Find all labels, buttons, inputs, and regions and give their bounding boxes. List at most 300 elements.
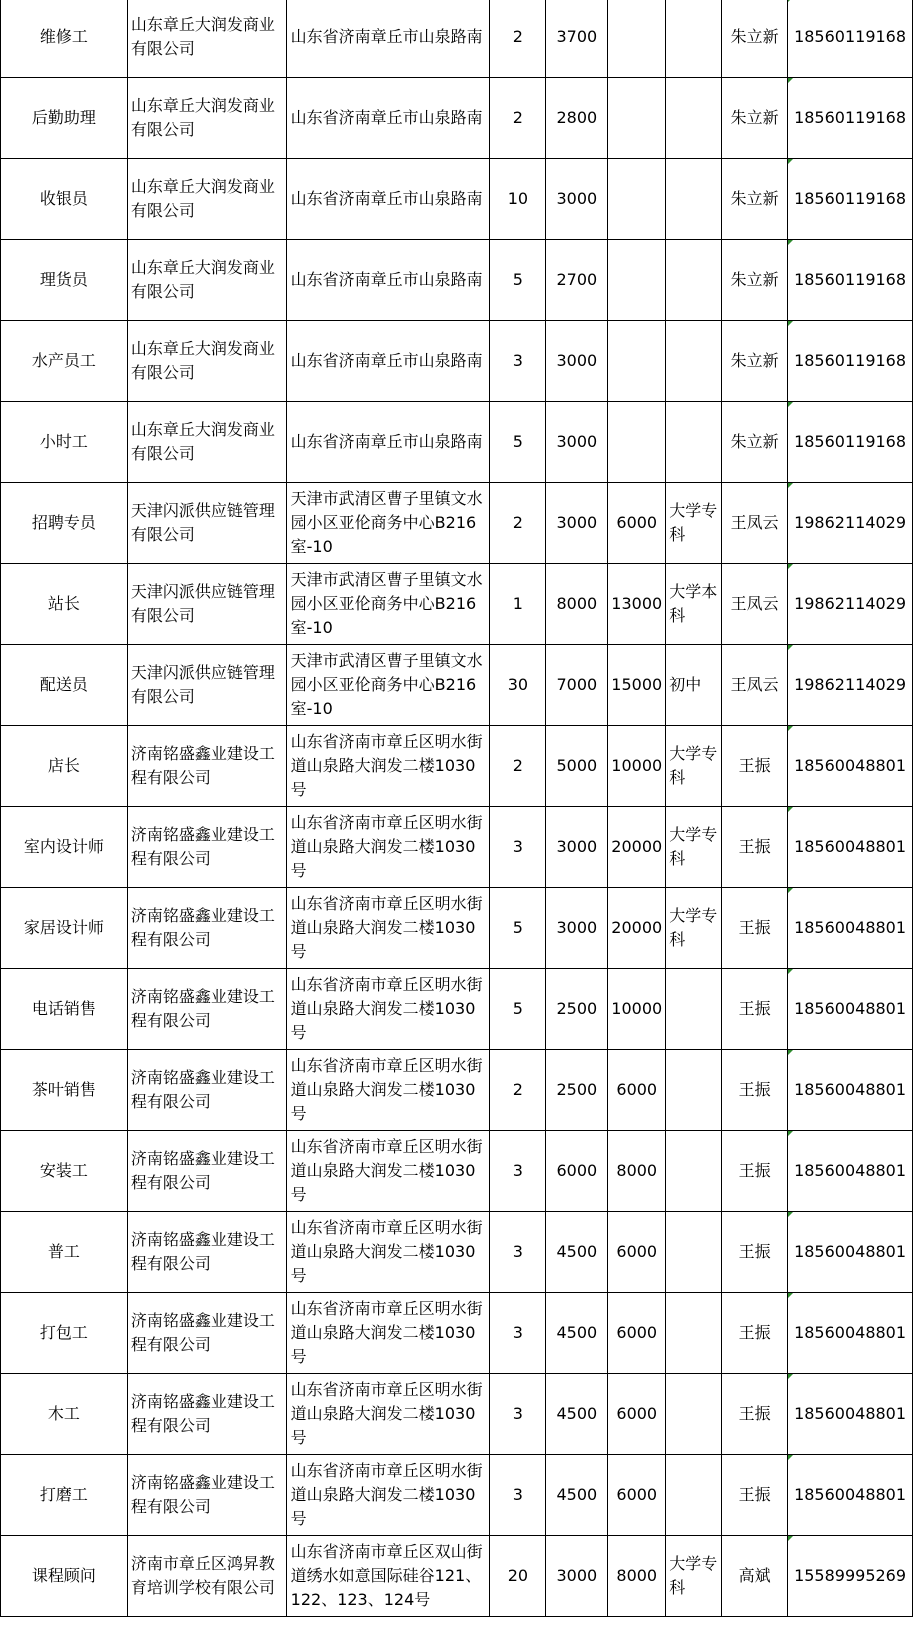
contact-cell-text: 王振 — [738, 1242, 771, 1261]
contact-cell[interactable] — [722, 645, 788, 726]
headcount-cell-text: 3 — [512, 1485, 523, 1504]
phone-cell-text: 18560048801 — [794, 1242, 907, 1261]
phone-cell[interactable] — [788, 726, 913, 807]
contact-cell-text: 朱立新 — [730, 108, 779, 127]
headcount-cell[interactable] — [490, 726, 546, 807]
salary-min-cell[interactable] — [546, 240, 608, 321]
salary-max-cell-text: 10000 — [611, 756, 663, 775]
headcount-cell-text: 30 — [507, 675, 529, 694]
salary-max-cell[interactable] — [608, 1212, 666, 1293]
education-cell[interactable] — [666, 78, 722, 159]
salary-max-cell-text: 6000 — [616, 1080, 658, 1099]
salary-max-cell-text: 20000 — [611, 837, 663, 856]
salary-max-cell[interactable] — [608, 726, 666, 807]
education-cell[interactable] — [666, 1212, 722, 1293]
salary-max-cell[interactable] — [608, 1293, 666, 1374]
salary-min-cell[interactable] — [546, 402, 608, 483]
address-cell[interactable] — [286, 888, 490, 969]
salary-max-cell[interactable] — [608, 564, 666, 645]
table-row — [1, 1293, 913, 1374]
address-cell[interactable] — [286, 483, 490, 564]
headcount-cell[interactable] — [490, 564, 546, 645]
address-cell-text: 山东省济南章丘市山泉路南 — [290, 432, 483, 451]
address-cell[interactable] — [286, 726, 490, 807]
salary-max-cell[interactable] — [608, 1374, 666, 1455]
contact-cell[interactable] — [722, 240, 788, 321]
salary-min-cell-text: 5000 — [556, 756, 598, 775]
contact-cell[interactable] — [722, 78, 788, 159]
company-cell[interactable] — [127, 645, 286, 726]
phone-cell[interactable] — [788, 564, 913, 645]
company-cell[interactable] — [127, 969, 286, 1050]
salary-max-cell[interactable] — [608, 402, 666, 483]
address-cell[interactable] — [286, 1293, 490, 1374]
job-title-cell[interactable] — [1, 0, 128, 78]
company-cell[interactable] — [127, 807, 286, 888]
salary-max-cell[interactable] — [608, 1050, 666, 1131]
address-cell-text: 山东省济南市章丘区明水街道山泉路大润发二楼1030号 — [290, 1056, 483, 1123]
phone-cell[interactable] — [788, 0, 913, 78]
job-title-cell[interactable] — [1, 564, 128, 645]
company-cell[interactable] — [127, 483, 286, 564]
headcount-cell-text: 5 — [512, 999, 523, 1018]
job-title-cell-text: 安装工 — [39, 1161, 88, 1180]
company-cell-text: 天津闪派供应链管理有限公司 — [130, 501, 275, 544]
job-title-cell[interactable] — [1, 321, 128, 402]
company-cell[interactable] — [127, 1212, 286, 1293]
salary-max-cell[interactable] — [608, 1455, 666, 1536]
contact-cell[interactable] — [722, 0, 788, 78]
address-cell[interactable] — [286, 564, 490, 645]
company-cell[interactable] — [127, 1293, 286, 1374]
company-cell[interactable] — [127, 78, 286, 159]
salary-min-cell-text: 4500 — [556, 1485, 598, 1504]
address-cell-text: 山东省济南章丘市山泉路南 — [290, 27, 483, 46]
headcount-cell-text: 3 — [512, 1242, 523, 1261]
company-cell-text: 济南铭盛鑫业建设工程有限公司 — [130, 1311, 275, 1354]
job-title-cell-text: 理货员 — [39, 270, 88, 289]
company-cell-text: 济南市章丘区鸿昇教育培训学校有限公司 — [130, 1554, 275, 1597]
phone-cell[interactable] — [788, 969, 913, 1050]
table-row — [1, 888, 913, 969]
education-cell[interactable] — [666, 402, 722, 483]
job-title-cell-text: 配送员 — [39, 675, 88, 694]
salary-min-cell[interactable] — [546, 1374, 608, 1455]
contact-cell-text: 王振 — [738, 1404, 771, 1423]
phone-cell[interactable] — [788, 1212, 913, 1293]
phone-cell-text: 19862114029 — [794, 513, 907, 532]
job-title-cell-text: 家居设计师 — [23, 918, 104, 937]
headcount-cell[interactable] — [490, 1374, 546, 1455]
company-cell[interactable] — [127, 888, 286, 969]
headcount-cell[interactable] — [490, 78, 546, 159]
contact-cell[interactable] — [722, 1050, 788, 1131]
salary-min-cell[interactable] — [546, 1293, 608, 1374]
headcount-cell[interactable] — [490, 240, 546, 321]
headcount-cell[interactable] — [490, 888, 546, 969]
job-title-cell[interactable] — [1, 78, 128, 159]
address-cell[interactable] — [286, 1131, 490, 1212]
headcount-cell[interactable] — [490, 402, 546, 483]
education-cell[interactable] — [666, 1455, 722, 1536]
headcount-cell-text: 1 — [512, 594, 523, 613]
salary-max-cell-text: 20000 — [611, 918, 663, 937]
headcount-cell[interactable] — [490, 321, 546, 402]
headcount-cell-text: 5 — [512, 270, 523, 289]
job-title-cell[interactable] — [1, 726, 128, 807]
contact-cell-text: 朱立新 — [730, 27, 779, 46]
contact-cell[interactable] — [722, 321, 788, 402]
education-cell[interactable] — [666, 1536, 722, 1617]
address-cell-text: 山东省济南市章丘区明水街道山泉路大润发二楼1030号 — [290, 1461, 483, 1528]
salary-min-cell[interactable] — [546, 969, 608, 1050]
phone-cell-text: 18560119168 — [794, 270, 907, 289]
table-row — [1, 1374, 913, 1455]
company-cell[interactable] — [127, 0, 286, 78]
contact-cell-text: 朱立新 — [730, 432, 779, 451]
phone-cell[interactable] — [788, 402, 913, 483]
job-title-cell-text: 普工 — [47, 1242, 80, 1261]
address-cell[interactable] — [286, 321, 490, 402]
job-title-cell-text: 站长 — [47, 594, 80, 613]
job-title-cell[interactable] — [1, 1050, 128, 1131]
contact-cell[interactable] — [722, 1536, 788, 1617]
salary-min-cell-text: 8000 — [556, 594, 598, 613]
salary-max-cell-text: 15000 — [611, 675, 663, 694]
address-cell-text: 天津市武清区曹子里镇文水园小区亚伦商务中心B216室-10 — [290, 570, 483, 637]
education-cell[interactable] — [666, 240, 722, 321]
address-cell[interactable] — [286, 78, 490, 159]
table-row — [1, 1212, 913, 1293]
phone-cell[interactable] — [788, 483, 913, 564]
phone-cell[interactable] — [788, 78, 913, 159]
salary-min-cell-text: 2500 — [556, 999, 598, 1018]
salary-min-cell[interactable] — [546, 564, 608, 645]
salary-min-cell[interactable] — [546, 1536, 608, 1617]
company-cell-text: 山东章丘大润发商业有限公司 — [130, 420, 275, 463]
salary-max-cell[interactable] — [608, 78, 666, 159]
education-cell[interactable] — [666, 645, 722, 726]
address-cell-text: 山东省济南市章丘区明水街道山泉路大润发二楼1030号 — [290, 1137, 483, 1204]
contact-cell[interactable] — [722, 1131, 788, 1212]
salary-min-cell-text: 4500 — [556, 1404, 598, 1423]
job-title-cell-text: 后勤助理 — [31, 108, 96, 127]
education-cell-text: 大学专科 — [669, 1554, 718, 1597]
job-title-cell[interactable] — [1, 645, 128, 726]
phone-cell-text: 18560119168 — [794, 432, 907, 451]
headcount-cell-text: 3 — [512, 1404, 523, 1423]
job-title-cell[interactable] — [1, 969, 128, 1050]
address-cell-text: 山东省济南市章丘区明水街道山泉路大润发二楼1030号 — [290, 1380, 483, 1447]
contact-cell[interactable] — [722, 483, 788, 564]
headcount-cell-text: 3 — [512, 1323, 523, 1342]
education-cell[interactable] — [666, 888, 722, 969]
job-title-cell[interactable] — [1, 888, 128, 969]
address-cell[interactable] — [286, 1050, 490, 1131]
headcount-cell-text: 2 — [512, 756, 523, 775]
address-cell[interactable] — [286, 807, 490, 888]
phone-cell[interactable] — [788, 645, 913, 726]
headcount-cell-text: 2 — [512, 27, 523, 46]
job-title-cell[interactable] — [1, 159, 128, 240]
phone-cell[interactable] — [788, 321, 913, 402]
job-title-cell[interactable] — [1, 1212, 128, 1293]
address-cell[interactable] — [286, 1212, 490, 1293]
headcount-cell[interactable] — [490, 483, 546, 564]
phone-cell[interactable] — [788, 1293, 913, 1374]
salary-max-cell-text: 6000 — [616, 513, 658, 532]
education-cell-text: 大学本科 — [669, 582, 718, 625]
phone-cell-text: 18560048801 — [794, 1404, 907, 1423]
phone-cell-text: 18560048801 — [794, 837, 907, 856]
phone-cell[interactable] — [788, 240, 913, 321]
contact-cell-text: 朱立新 — [730, 351, 779, 370]
headcount-cell[interactable] — [490, 1212, 546, 1293]
job-title-cell[interactable] — [1, 1293, 128, 1374]
salary-min-cell-text: 2800 — [556, 108, 598, 127]
headcount-cell[interactable] — [490, 645, 546, 726]
company-cell-text: 济南铭盛鑫业建设工程有限公司 — [130, 906, 275, 949]
salary-min-cell-text: 2700 — [556, 270, 598, 289]
job-title-cell[interactable] — [1, 1131, 128, 1212]
salary-min-cell[interactable] — [546, 1455, 608, 1536]
job-title-cell-text: 打包工 — [39, 1323, 88, 1342]
table-row — [1, 240, 913, 321]
salary-max-cell[interactable] — [608, 1131, 666, 1212]
company-cell[interactable] — [127, 159, 286, 240]
table-row — [1, 807, 913, 888]
phone-cell[interactable] — [788, 807, 913, 888]
salary-max-cell-text: 8000 — [616, 1161, 658, 1180]
contact-cell-text: 朱立新 — [730, 270, 779, 289]
address-cell-text: 山东省济南市章丘区明水街道山泉路大润发二楼1030号 — [290, 813, 483, 880]
education-cell[interactable] — [666, 159, 722, 240]
salary-max-cell[interactable] — [608, 645, 666, 726]
company-cell[interactable] — [127, 726, 286, 807]
phone-cell[interactable] — [788, 1374, 913, 1455]
contact-cell[interactable] — [722, 402, 788, 483]
salary-max-cell-text: 13000 — [611, 594, 663, 613]
company-cell[interactable] — [127, 1050, 286, 1131]
salary-max-cell-text: 6000 — [616, 1485, 658, 1504]
salary-min-cell[interactable] — [546, 807, 608, 888]
education-cell[interactable] — [666, 1131, 722, 1212]
job-title-cell-text: 木工 — [47, 1404, 80, 1423]
company-cell-text: 济南铭盛鑫业建设工程有限公司 — [130, 987, 275, 1030]
headcount-cell-text: 5 — [512, 918, 523, 937]
contact-cell[interactable] — [722, 807, 788, 888]
address-cell[interactable] — [286, 402, 490, 483]
phone-cell[interactable] — [788, 1131, 913, 1212]
phone-cell[interactable] — [788, 159, 913, 240]
contact-cell-text: 王振 — [738, 1080, 771, 1099]
phone-cell-text: 18560119168 — [794, 189, 907, 208]
job-title-cell-text: 维修工 — [39, 27, 88, 46]
education-cell[interactable] — [666, 1374, 722, 1455]
salary-max-cell-text: 6000 — [616, 1404, 658, 1423]
education-cell[interactable] — [666, 726, 722, 807]
salary-max-cell[interactable] — [608, 321, 666, 402]
table-row — [1, 402, 913, 483]
job-title-cell[interactable] — [1, 1536, 128, 1617]
company-cell-text: 济南铭盛鑫业建设工程有限公司 — [130, 1149, 275, 1192]
job-title-cell[interactable] — [1, 483, 128, 564]
address-cell-text: 山东省济南市章丘区明水街道山泉路大润发二楼1030号 — [290, 1299, 483, 1366]
education-cell[interactable] — [666, 969, 722, 1050]
headcount-cell[interactable] — [490, 159, 546, 240]
company-cell[interactable] — [127, 240, 286, 321]
headcount-cell[interactable] — [490, 1536, 546, 1617]
contact-cell[interactable] — [722, 1293, 788, 1374]
salary-min-cell[interactable] — [546, 483, 608, 564]
contact-cell-text: 王凤云 — [730, 513, 779, 532]
job-title-cell-text: 课程顾问 — [31, 1566, 96, 1585]
education-cell[interactable] — [666, 807, 722, 888]
education-cell-text: 初中 — [669, 675, 702, 694]
contact-cell[interactable] — [722, 159, 788, 240]
education-cell[interactable] — [666, 1050, 722, 1131]
headcount-cell[interactable] — [490, 1131, 546, 1212]
address-cell-text: 山东省济南市章丘区双山街道绣水如意国际硅谷121、122、123、124号 — [290, 1542, 483, 1609]
contact-cell[interactable] — [722, 888, 788, 969]
headcount-cell-text: 2 — [512, 1080, 523, 1099]
address-cell[interactable] — [286, 1455, 490, 1536]
salary-max-cell[interactable] — [608, 807, 666, 888]
education-cell[interactable] — [666, 1293, 722, 1374]
contact-cell-text: 王振 — [738, 999, 771, 1018]
education-cell[interactable] — [666, 483, 722, 564]
company-cell-text: 济南铭盛鑫业建设工程有限公司 — [130, 1068, 275, 1111]
phone-cell-text: 18560048801 — [794, 1323, 907, 1342]
company-cell[interactable] — [127, 564, 286, 645]
contact-cell[interactable] — [722, 969, 788, 1050]
job-title-cell-text: 室内设计师 — [23, 837, 104, 856]
headcount-cell-text: 5 — [512, 432, 523, 451]
job-title-cell-text: 店长 — [47, 756, 80, 775]
headcount-cell-text: 10 — [507, 189, 529, 208]
salary-min-cell-text: 3000 — [556, 918, 598, 937]
address-cell[interactable] — [286, 1374, 490, 1455]
headcount-cell[interactable] — [490, 807, 546, 888]
address-cell[interactable] — [286, 969, 490, 1050]
contact-cell[interactable] — [722, 1455, 788, 1536]
company-cell[interactable] — [127, 1131, 286, 1212]
headcount-cell[interactable] — [490, 1293, 546, 1374]
job-title-cell-text: 招聘专员 — [31, 513, 96, 532]
headcount-cell-text: 2 — [512, 513, 523, 532]
salary-min-cell[interactable] — [546, 321, 608, 402]
job-title-cell-text: 收银员 — [39, 189, 88, 208]
salary-min-cell[interactable] — [546, 1212, 608, 1293]
salary-max-cell[interactable] — [608, 240, 666, 321]
salary-max-cell[interactable] — [608, 0, 666, 78]
company-cell[interactable] — [127, 321, 286, 402]
phone-cell-text: 18560048801 — [794, 756, 907, 775]
address-cell[interactable] — [286, 0, 490, 78]
salary-min-cell[interactable] — [546, 0, 608, 78]
company-cell[interactable] — [127, 1455, 286, 1536]
phone-cell-text: 18560048801 — [794, 1485, 907, 1504]
address-cell-text: 山东省济南章丘市山泉路南 — [290, 189, 483, 208]
headcount-cell-text: 20 — [507, 1566, 529, 1585]
salary-max-cell[interactable] — [608, 159, 666, 240]
salary-min-cell-text: 3000 — [556, 837, 598, 856]
contact-cell[interactable] — [722, 1374, 788, 1455]
job-title-cell[interactable] — [1, 1374, 128, 1455]
job-title-cell[interactable] — [1, 807, 128, 888]
company-cell[interactable] — [127, 1536, 286, 1617]
salary-min-cell-text: 3000 — [556, 432, 598, 451]
education-cell[interactable] — [666, 321, 722, 402]
phone-cell-text: 19862114029 — [794, 675, 907, 694]
headcount-cell-text: 3 — [512, 351, 523, 370]
address-cell[interactable] — [286, 645, 490, 726]
salary-max-cell[interactable] — [608, 483, 666, 564]
company-cell[interactable] — [127, 402, 286, 483]
salary-min-cell[interactable] — [546, 1131, 608, 1212]
salary-min-cell[interactable] — [546, 888, 608, 969]
headcount-cell[interactable] — [490, 1455, 546, 1536]
table-body — [1, 0, 913, 1617]
salary-min-cell[interactable] — [546, 645, 608, 726]
salary-max-cell-text: 10000 — [611, 999, 663, 1018]
phone-cell[interactable] — [788, 1050, 913, 1131]
company-cell-text: 山东章丘大润发商业有限公司 — [130, 258, 275, 301]
job-title-cell[interactable] — [1, 240, 128, 321]
job-title-cell-text: 水产员工 — [31, 351, 96, 370]
headcount-cell-text: 3 — [512, 837, 523, 856]
contact-cell[interactable] — [722, 1212, 788, 1293]
education-cell[interactable] — [666, 0, 722, 78]
table-row — [1, 645, 913, 726]
job-title-cell[interactable] — [1, 402, 128, 483]
address-cell-text: 天津市武清区曹子里镇文水园小区亚伦商务中心B216室-10 — [290, 651, 483, 718]
phone-cell[interactable] — [788, 1536, 913, 1617]
headcount-cell-text: 2 — [512, 108, 523, 127]
salary-max-cell[interactable] — [608, 888, 666, 969]
contact-cell[interactable] — [722, 564, 788, 645]
salary-min-cell[interactable] — [546, 159, 608, 240]
address-cell[interactable] — [286, 159, 490, 240]
job-title-cell[interactable] — [1, 1455, 128, 1536]
contact-cell-text: 王振 — [738, 1161, 771, 1180]
headcount-cell[interactable] — [490, 0, 546, 78]
education-cell-text: 大学专科 — [669, 744, 718, 787]
phone-cell[interactable] — [788, 888, 913, 969]
contact-cell-text: 王振 — [738, 756, 771, 775]
company-cell-text: 天津闪派供应链管理有限公司 — [130, 582, 275, 625]
salary-min-cell-text: 3000 — [556, 513, 598, 532]
contact-cell[interactable] — [722, 726, 788, 807]
headcount-cell[interactable] — [490, 969, 546, 1050]
salary-max-cell[interactable] — [608, 1536, 666, 1617]
phone-cell[interactable] — [788, 1455, 913, 1536]
salary-min-cell[interactable] — [546, 1050, 608, 1131]
salary-max-cell[interactable] — [608, 969, 666, 1050]
salary-min-cell[interactable] — [546, 726, 608, 807]
salary-min-cell-text: 3000 — [556, 189, 598, 208]
company-cell[interactable] — [127, 1374, 286, 1455]
education-cell[interactable] — [666, 564, 722, 645]
headcount-cell[interactable] — [490, 1050, 546, 1131]
address-cell-text: 山东省济南章丘市山泉路南 — [290, 108, 483, 127]
job-title-cell-text: 打磨工 — [39, 1485, 88, 1504]
address-cell[interactable] — [286, 1536, 490, 1617]
address-cell[interactable] — [286, 240, 490, 321]
contact-cell-text: 高斌 — [738, 1566, 771, 1585]
table-row — [1, 1536, 913, 1617]
salary-min-cell[interactable] — [546, 78, 608, 159]
